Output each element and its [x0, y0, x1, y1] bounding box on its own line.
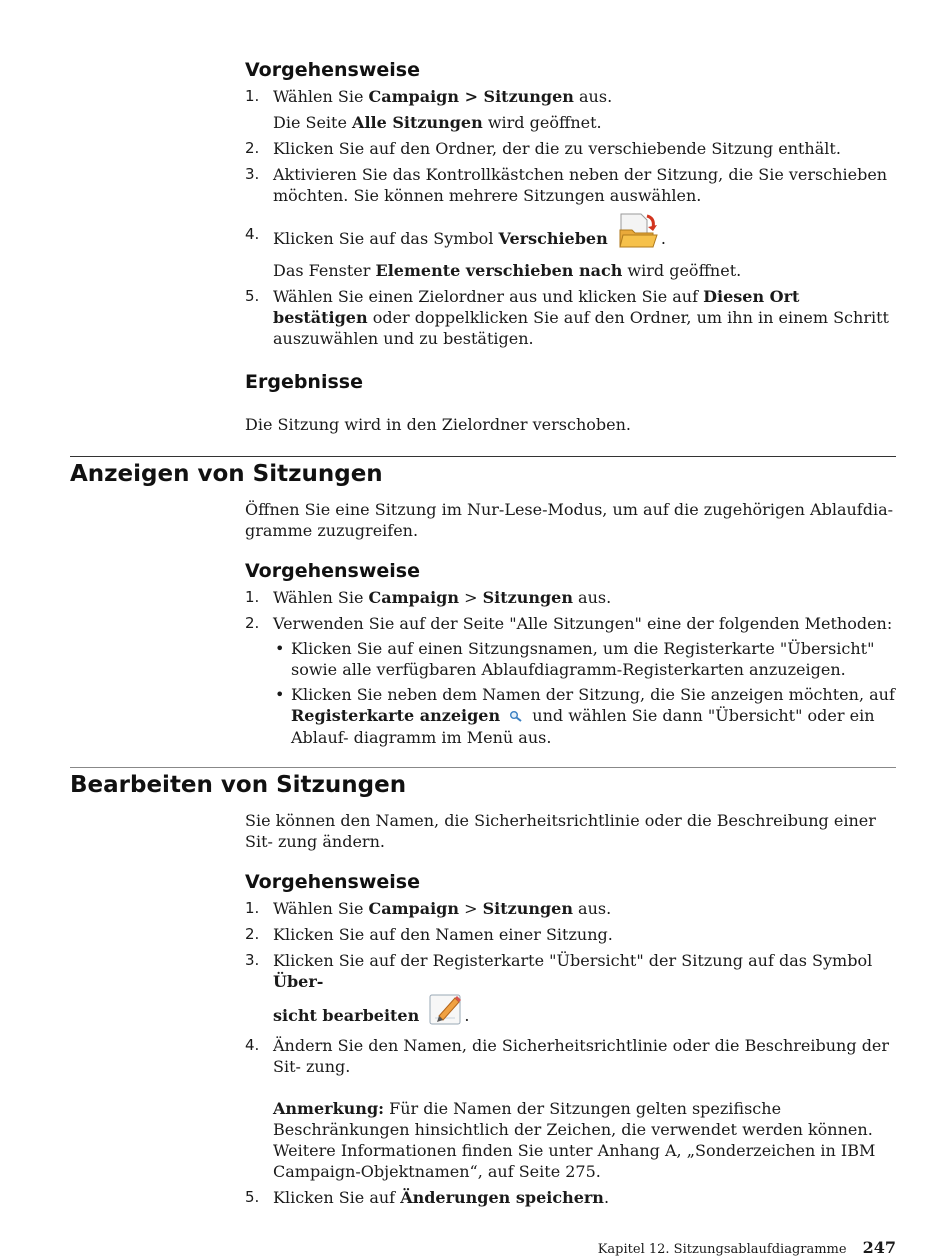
move-folder-icon	[617, 210, 661, 255]
edit-overview-icon	[428, 992, 464, 1031]
step-1: 1. Wählen Sie Campaign > Sitzungen aus.	[245, 899, 612, 918]
procedure-steps	[245, 587, 895, 748]
note	[273, 1098, 895, 1182]
edit-sessions-content	[245, 810, 895, 1208]
step-1: 1. Wählen Sie Campaign > Sitzungen aus.	[245, 588, 612, 607]
note-text: Für die Namen der Sitzungen gelten spezifische Beschränkungen hinsichtlich der Zeichen, die verwendet werden können. Weitere Informationen finden Sie unter Anhang A, „Sonderzeichen in IBM Campaign-Objektnamen“, auf Seite 275.	[273, 1099, 876, 1181]
procedure-heading: Vorgehensweise	[245, 59, 420, 81]
procedure-heading: Vorgehensweise	[245, 560, 420, 582]
section-divider	[70, 456, 896, 457]
step-1-result: Die Seite Alle Sitzungen wird geöffnet.	[273, 113, 602, 132]
step-4: 4. Ändern Sie den Namen, die Sicherheitsrichtlinie oder die Beschreibung der Sit- zung. Anmerkung: Für die Namen der Sitzungen gelten spezifische Beschränkungen hinsichtlich der Zeichen, die verwendet werden können. Weitere Informationen finden Sie unter Anhang A, „Sonderzeichen in IBM Campaign-Objektnamen“, auf Seite 275.	[245, 1035, 895, 1182]
step-2: 2. Klicken Sie auf den Ordner, der die zu verschiebende Sitzung enthält.	[245, 139, 841, 158]
move-session-procedure	[245, 58, 895, 349]
section-intro: Sie können den Namen, die Sicherheitsrichtlinie oder die Beschreibung einer Sit- zung ändern.	[245, 811, 876, 851]
section-title-edit-sessions: Bearbeiten von Sitzungen	[70, 772, 407, 798]
step-2: 2. Verwenden Sie auf der Seite "Alle Sitzungen" eine der folgenden Methoden: • Klicken Sie auf einen Sitzungsnamen, um die Registerkarte "Übersicht" sowie alle verfügbaren Ablaufdiagramm-Registerkarten anzuzeigen. • Klicken Sie neben dem Namen der Sitzung, die Sie anzeigen möchten, auf Registerkarte anzeigen und wählen Sie dann "Übersicht" oder ein Ablauf- diagramm im Menü aus.	[245, 614, 895, 747]
section-divider	[70, 767, 896, 768]
list-item: • Klicken Sie auf einen Sitzungsnamen, um die Registerkarte "Übersicht" sowie alle verfügbaren Ablaufdiagramm-Registerkarten anzuzeigen.	[275, 639, 875, 679]
section-intro: Öffnen Sie eine Sitzung im Nur-Lese-Modus, um auf die zugehörigen Ablaufdia- gramme zuzugreifen.	[245, 500, 894, 540]
procedure-steps	[245, 86, 895, 349]
page-number: 247	[862, 1238, 896, 1257]
view-sessions-content	[245, 499, 895, 752]
results-heading: Ergebnisse	[245, 371, 363, 393]
procedure-heading: Vorgehensweise	[245, 871, 420, 893]
step-1: 1. Wählen Sie Campaign > Sitzungen aus. Die Seite Alle Sitzungen wird geöffnet.	[245, 86, 895, 133]
method-list	[273, 638, 895, 748]
step-2: 2. Klicken Sie auf den Namen einer Sitzung.	[245, 925, 613, 944]
magnifier-icon	[509, 706, 523, 727]
step-5: 5. Wählen Sie einen Zielordner aus und klicken Sie auf Diesen Ort bestätigen oder doppelklicken Sie auf den Ordner, um ihn in einem Schritt auszuwählen und zu bestätigen.	[245, 287, 889, 348]
menu-path: Campaign > Sitzungen	[368, 87, 574, 106]
procedure-steps	[245, 898, 895, 1208]
step-3: 3. Klicken Sie auf der Registerkarte "Übersicht" der Sitzung auf das Symbol Über- sicht bearbeiten .	[245, 950, 895, 1031]
page-footer	[598, 1238, 896, 1260]
step-3: 3. Aktivieren Sie das Kontrollkästchen neben der Sitzung, die Sie verschieben möchten. Sie können mehrere Sitzungen auswählen.	[245, 165, 888, 205]
section-title-view-sessions: Anzeigen von Sitzungen	[70, 461, 383, 487]
list-item: • Klicken Sie neben dem Namen der Sitzung, die Sie anzeigen möchten, auf Registerkarte anzeigen und wählen Sie dann "Übersicht" oder ein Ablauf- diagramm im Menü aus.	[275, 685, 895, 747]
results-text: Die Sitzung wird in den Zielordner verschoben.	[245, 415, 631, 434]
step-4: 4. Klicken Sie auf das Symbol Verschieben . Das Fenster Elemente verschieben nach wird geöffnet.	[245, 214, 895, 281]
results-block	[245, 370, 895, 435]
chapter-title: Kapitel 12. Sitzungsablaufdiagramme	[597, 1242, 847, 1257]
note-label: Anmerkung:	[273, 1099, 385, 1118]
step-5: 5. Klicken Sie auf Änderungen speichern.	[245, 1188, 610, 1207]
step-4-result: Das Fenster Elemente verschieben nach wird geöffnet.	[273, 261, 742, 280]
